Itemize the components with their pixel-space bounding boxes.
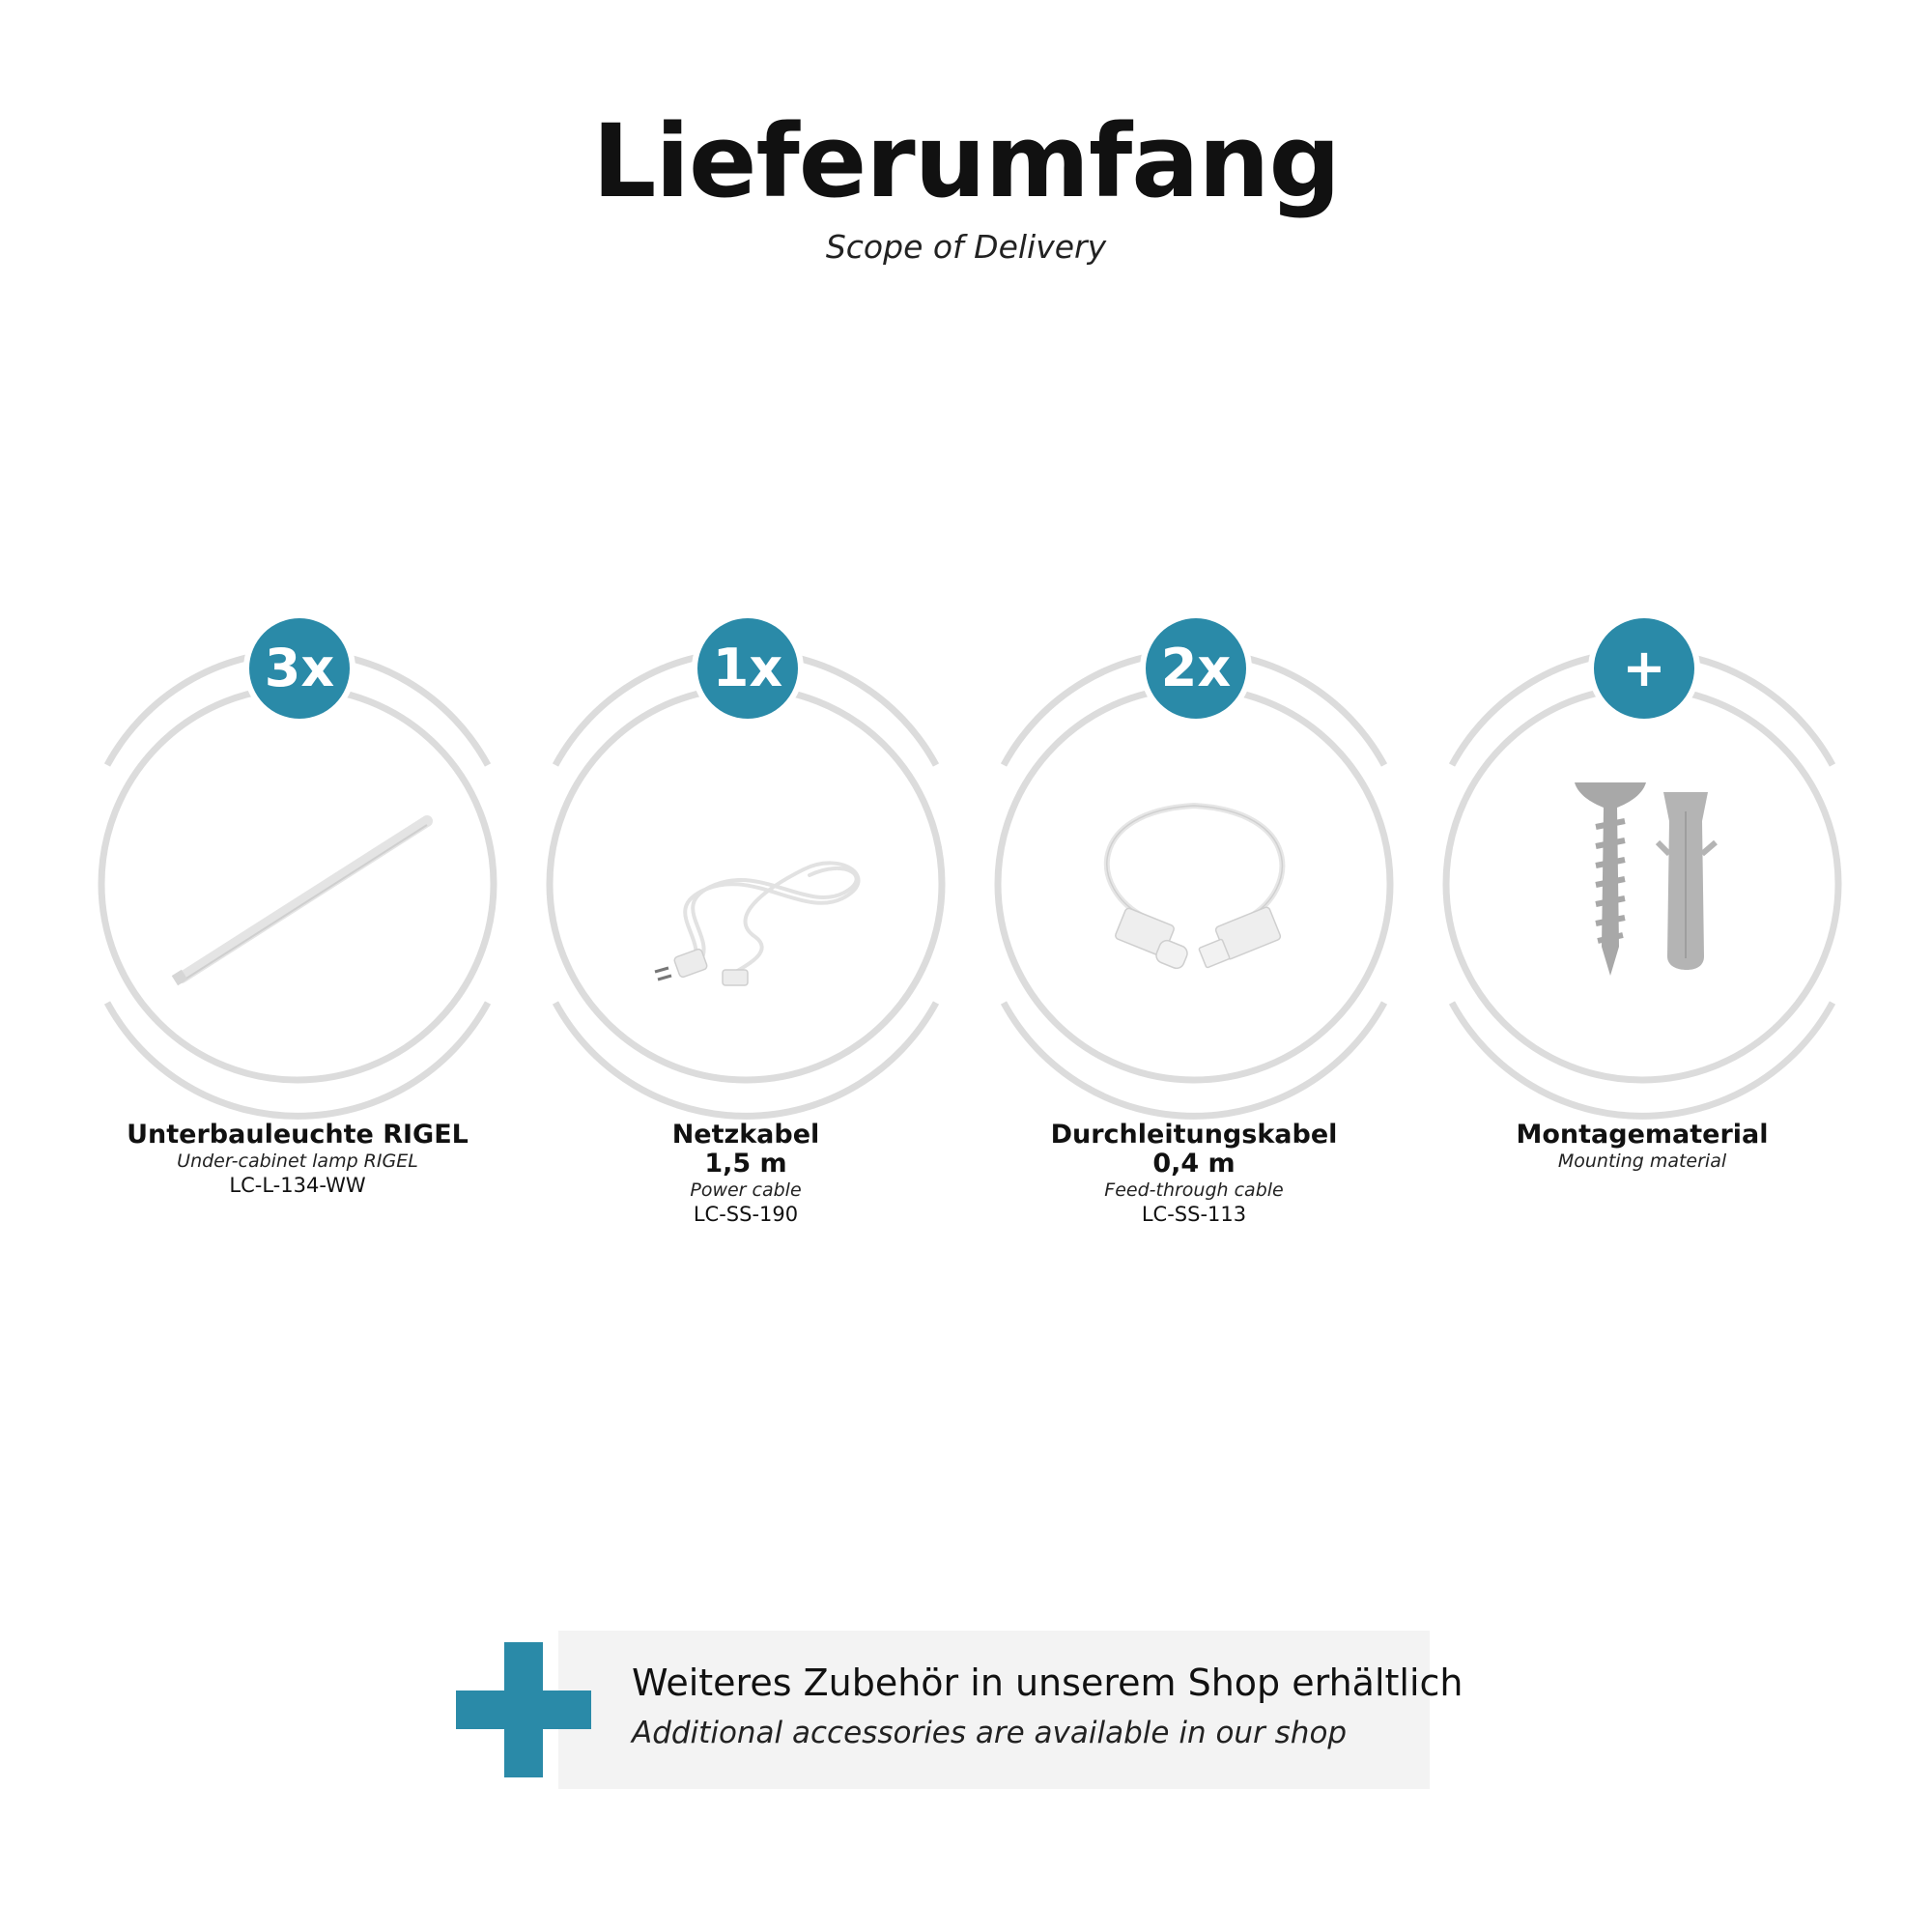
item-name-english: Under-cabinet lamp RIGEL bbox=[177, 1151, 418, 1172]
delivery-item-lamp bbox=[75, 609, 520, 1285]
quantity-badge: 2x bbox=[1146, 618, 1246, 719]
item-caption bbox=[75, 1121, 520, 1198]
item-name-english: Mounting material bbox=[1557, 1151, 1727, 1172]
item-code: LC-SS-113 bbox=[1141, 1203, 1247, 1226]
delivery-item-mounting-material bbox=[1420, 609, 1864, 1285]
led-light-bar-icon bbox=[153, 753, 442, 1043]
quantity-badge: 1x bbox=[697, 618, 798, 719]
item-caption bbox=[972, 1121, 1416, 1227]
feed-through-cable-icon bbox=[1049, 753, 1339, 1043]
plus-icon bbox=[456, 1642, 591, 1777]
quantity-badge: 3x bbox=[249, 618, 350, 719]
item-caption bbox=[524, 1121, 968, 1227]
delivery-item-power-cable bbox=[524, 609, 968, 1285]
item-name: Montagematerial bbox=[1516, 1120, 1769, 1150]
item-name: Unterbauleuchte RIGEL bbox=[127, 1120, 469, 1150]
delivery-item-feed-through-cable bbox=[972, 609, 1416, 1285]
item-name: Netzkabel bbox=[671, 1120, 820, 1150]
page-subtitle: Scope of Delivery bbox=[825, 228, 1107, 266]
shop-banner bbox=[558, 1631, 1430, 1789]
power-cable-icon bbox=[601, 753, 891, 1043]
plus-badge: + bbox=[1594, 618, 1694, 719]
item-name: Durchleitungskabel bbox=[1050, 1120, 1338, 1150]
item-code: LC-L-134-WW bbox=[229, 1174, 366, 1197]
item-name-english: Power cable bbox=[690, 1179, 802, 1201]
screw-and-dowel-icon bbox=[1497, 753, 1787, 1043]
shop-banner-text-english: Additional accessories are available in our shop bbox=[632, 1716, 1348, 1750]
page-title: Lieferumfang bbox=[592, 102, 1340, 220]
item-caption bbox=[1420, 1121, 1864, 1173]
item-length: 0,4 m bbox=[1152, 1149, 1236, 1179]
shop-banner-text: Weiteres Zubehör in unserem Shop erhältlich bbox=[632, 1662, 1463, 1704]
item-name-english: Feed-through cable bbox=[1104, 1179, 1284, 1201]
item-code: LC-SS-190 bbox=[693, 1203, 799, 1226]
item-length: 1,5 m bbox=[704, 1149, 787, 1179]
